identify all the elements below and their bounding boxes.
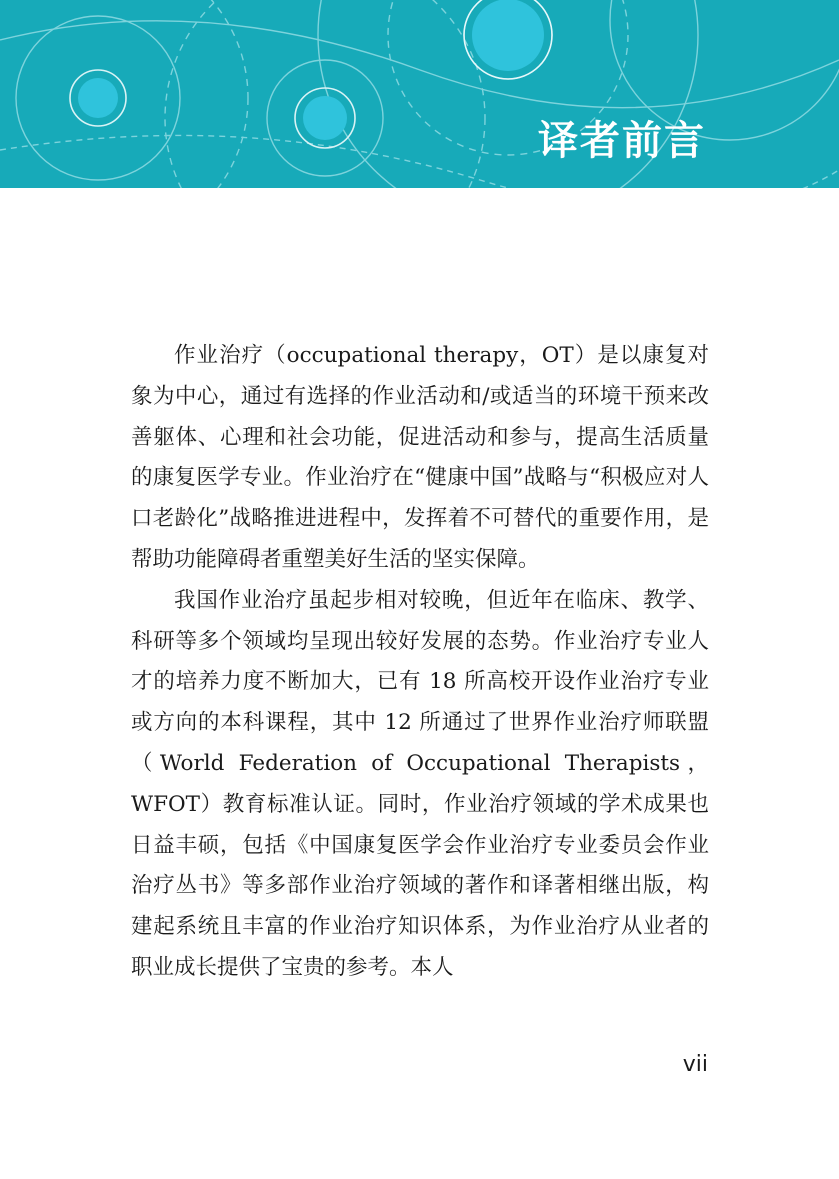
page-title: 译者前言 [538,118,706,164]
paragraph-2: 我国作业治疗虽起步相对较晚，但近年在临床、教学、科研等多个领域均呈现出较好发展的态势。作业治疗专业人才的培养力度不断加大，已有 18 所高校开设作业治疗专业或方向的本科课程，其中 12 所通过了世界作业治疗师联盟（World Federation of Occupational Therapists，WFOT）教育标准认证。同时，作业治疗领域的学术成果也日益丰硕，包括《中国康复医学会作业治疗专业委员会作业治疗丛书》等多部作业治疗领域的著作和译著相继出版，构建起系统且丰富的作业治疗知识体系，为作业治疗从业者的职业成长提供了宝贵的参考。本人 [131,587,709,980]
page-number: vii [682,1052,708,1077]
header-banner [0,0,839,188]
paragraph-1: 作业治疗（occupational therapy，OT）是以康复对象为中心，通过有选择的作业活动和/或适当的环境干预来改善躯体、心理和社会功能，促进活动和参与，提高生活质量的康复医学专业。作业治疗在“健康中国”战略与“积极应对人口老龄化”战略推进进程中，发挥着不可替代的重要作用，是帮助功能障碍者重塑美好生活的坚实保障。 [131,343,709,572]
body-text [131,336,709,989]
decorative-circles-graphic [0,0,839,188]
